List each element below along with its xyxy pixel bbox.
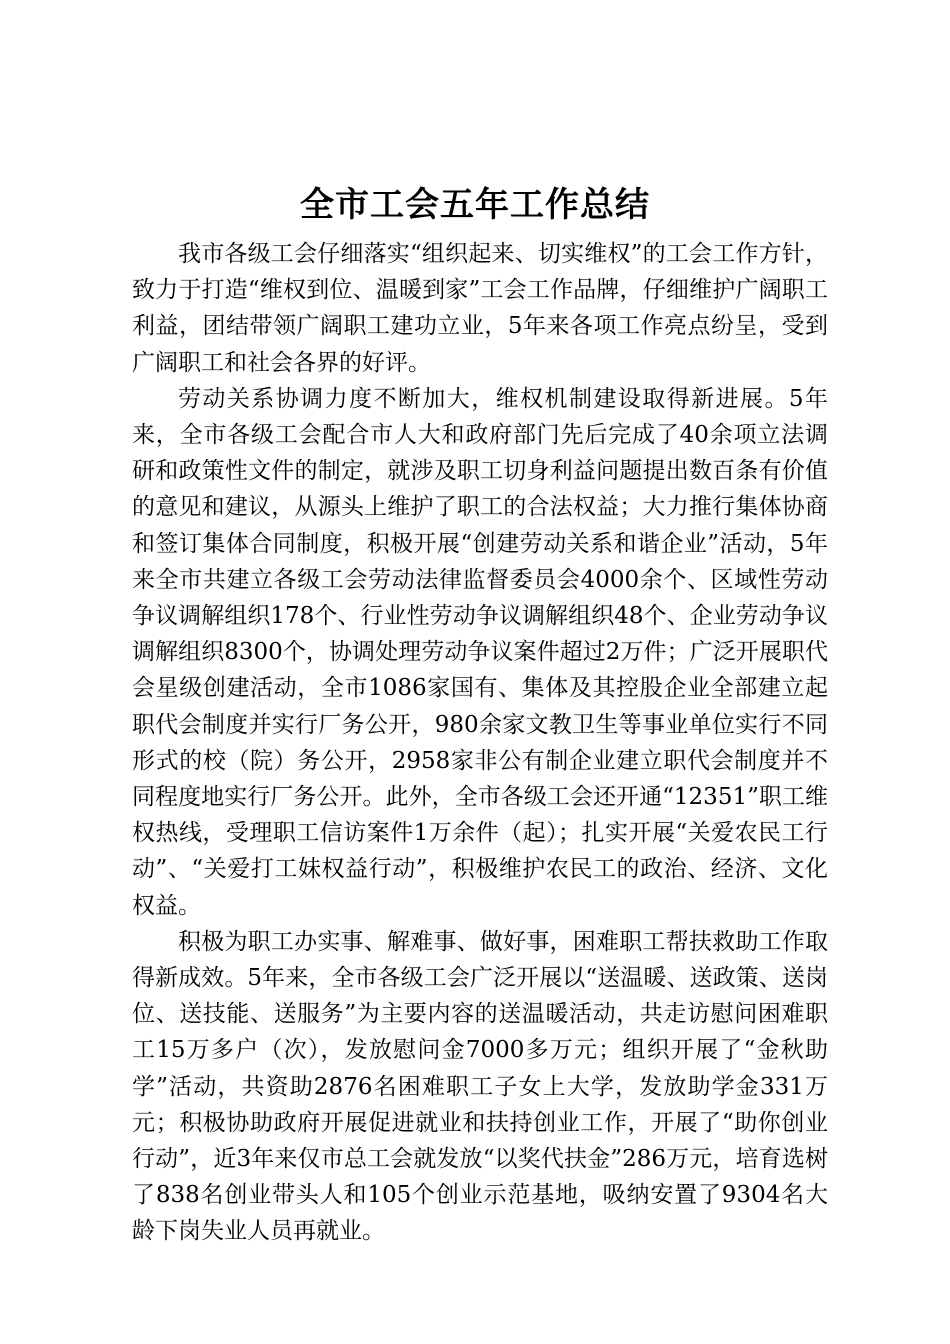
paragraph-labor-relations: 劳动关系协调力度不断加大，维权机制建设取得新进展。5年来，全市各级工会配合市人大和政府部门先后完成了40余项立法调研和政策性文件的制定，就涉及职工切身利益问题提出数百条有价值的意见和建议，从源头上维护了职工的合法权益；大力推行集体协商和签订集体合同制度，积极开展“创建劳动关系和谐企业”活动，5年来全市共建立各级工会劳动法律监督委员会4000余个、区域性劳动争议调解组织178个、行业性劳动争议调解组织48个、企业劳动争议调解组织8300个，协调处理劳动争议案件超过2万件；广泛开展职代会星级创建活动，全市1086家国有、集体及其控股企业全部建立起职代会制度并实行厂务公开，980余家文教卫生等事业单位实行不同形式的校（院）务公开，2958家非公有制企业建立职代会制度并不同程度地实行厂务公开。此外，全市各级工会还开通“12351”职工维权热线，受理职工信访案件1万余件（起）；扎实开展“关爱农民工行动”、“关爱打工妹权益行动”，积极维护农民工的政治、经济、文化权益。	[132, 385, 828, 919]
document-title: 全市工会五年工作总结	[300, 185, 650, 225]
document-body	[132, 236, 828, 1250]
paragraph-intro: 我市各级工会仔细落实“组织起来、切实维权”的工会工作方针，致力于打造“维权到位、温暖到家”工会工作品牌，仔细维护广阔职工利益，团结带领广阔职工建功立业，5年来各项工作亮点纷呈，受到广阔职工和社会各界的好评。	[132, 241, 828, 376]
paragraph-hardship-assistance: 积极为职工办实事、解难事、做好事，困难职工帮扶救助工作取得新成效。5年来，全市各级工会广泛开展以“送温暖、送政策、送岗位、送技能、送服务”为主要内容的送温暖活动，共走访慰问困难职工15万多户（次），发放慰问金7000多万元；组织开展了“金秋助学”活动，共资助2876名困难职工子女上大学，发放助学金331万元；积极协助政府开展促进就业和扶持创业工作，开展了“助你创业行动”，近3年来仅市总工会就发放“以奖代扶金”286万元，培育选树了838名创业带头人和105个创业示范基地，吸纳安置了9304名大龄下岗失业人员再就业。	[132, 928, 828, 1245]
